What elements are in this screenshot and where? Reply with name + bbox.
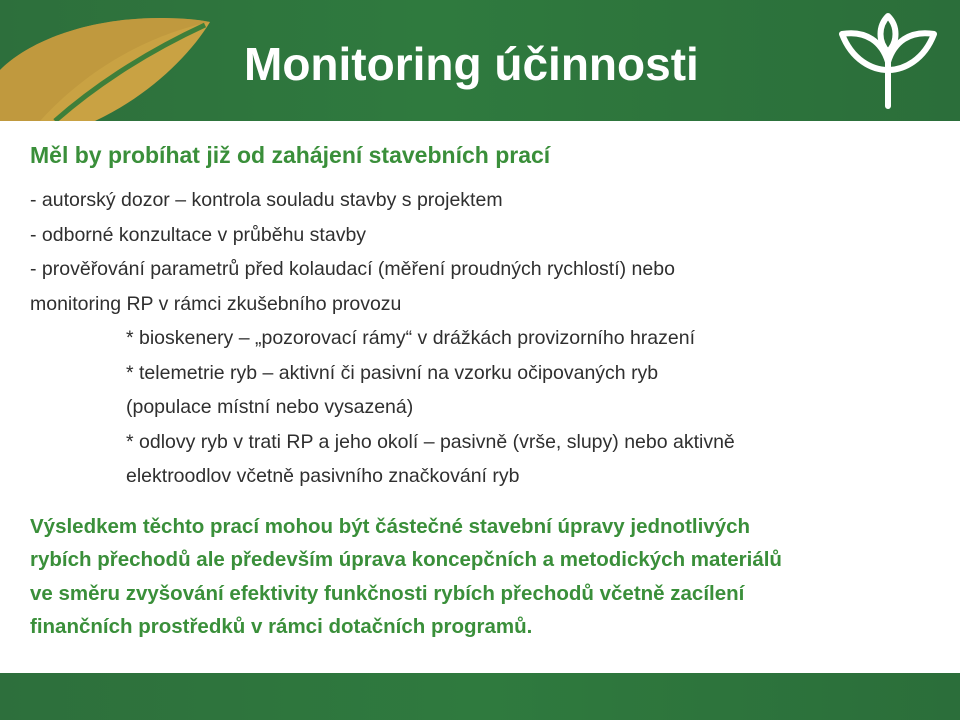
- indented-line: elektroodlov včetně pasivního značkování ryb: [126, 465, 520, 487]
- footer-bar: [0, 673, 960, 720]
- main-content: [30, 140, 930, 644]
- body-line: monitoring RP v rámci zkušebního provozu: [30, 292, 402, 315]
- summary-line: finančních prostředků v rámci dotačních programů.: [30, 615, 533, 638]
- indented-line: * bioskenery – „pozorovací rámy“ v drážkách provizorního hrazení: [126, 327, 696, 349]
- summary-block: [30, 510, 930, 644]
- summary-line: ve směru zvyšování efektivity funkčnosti rybích přechodů včetně zacílení: [30, 581, 745, 605]
- section-heading: Měl by probíhat již od zahájení stavebních prací: [30, 142, 551, 168]
- summary-line: Výsledkem těchto prací mohou být částečné stavební úpravy jednotlivých: [30, 514, 751, 538]
- body-line: - autorský dozor – kontrola souladu stavby s projektem: [30, 189, 503, 211]
- body-line: - odborné konzultace v průběhu stavby: [30, 223, 367, 246]
- indented-line: * telemetrie ryb – aktivní či pasivní na vzorku očipovaných ryb: [126, 361, 659, 384]
- page-title: Monitoring účinnosti: [244, 38, 699, 90]
- summary-line: rybích přechodů ale především úprava koncepčních a metodických materiálů: [30, 548, 782, 571]
- body-line: - prověřování parametrů před kolaudací (měření proudných rychlostí) nebo: [30, 258, 675, 280]
- sprout-logo-icon: [832, 12, 944, 112]
- header-banner: [0, 0, 960, 121]
- indented-line: * odlovy ryb v trati RP a jeho okolí – pasivně (vrše, slupy) nebo aktivně: [126, 430, 735, 453]
- indented-line: (populace místní nebo vysazená): [126, 396, 414, 418]
- leaf-shape-decoration: [0, 0, 240, 121]
